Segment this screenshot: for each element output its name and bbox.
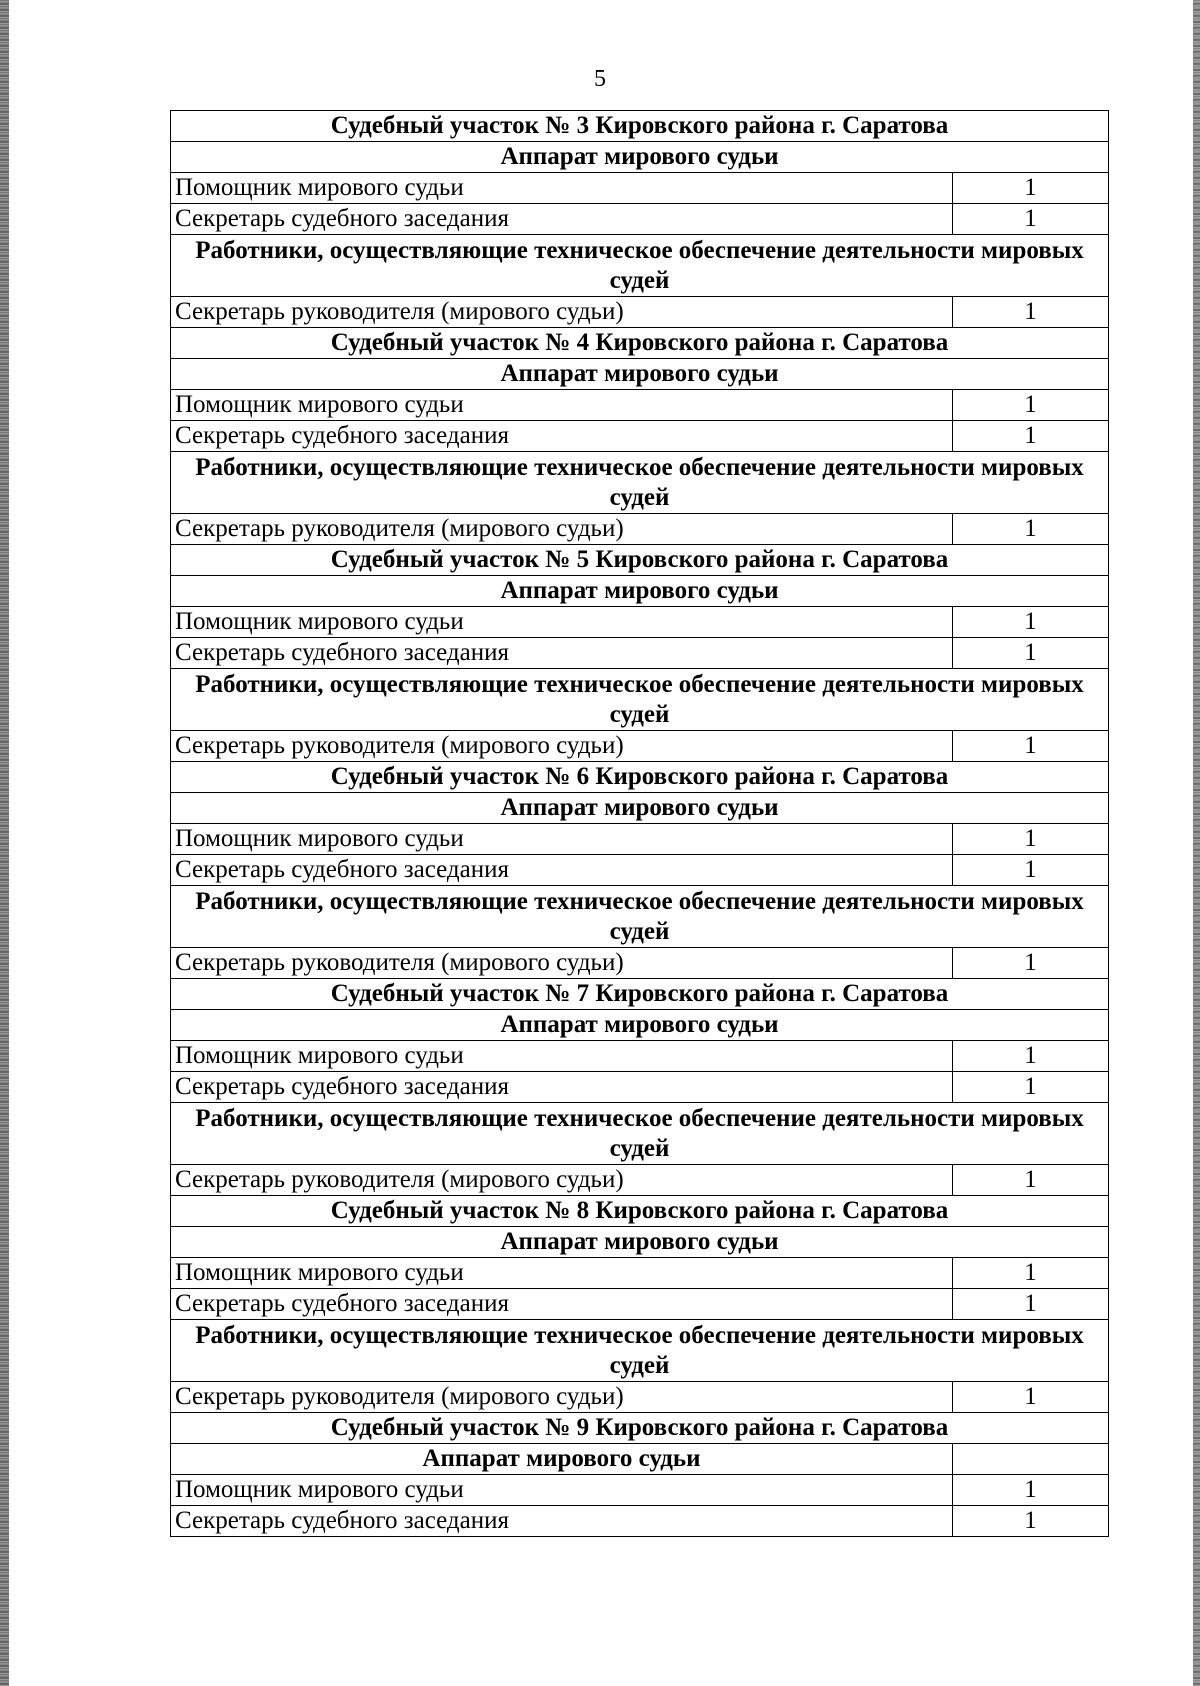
subsection-header-row (171, 235, 1109, 297)
position-name: Помощник мирового судьи (171, 390, 953, 421)
position-count: 1 (953, 731, 1109, 762)
section-header-row (171, 545, 1109, 576)
position-count: 1 (953, 1072, 1109, 1103)
table-row (171, 1041, 1109, 1072)
position-count: 1 (953, 1382, 1109, 1413)
section-header-row (171, 762, 1109, 793)
scan-edge-left (0, 0, 9, 1686)
table-row (171, 297, 1109, 328)
position-count: 1 (953, 607, 1109, 638)
table-row (171, 390, 1109, 421)
position-count: 1 (953, 1258, 1109, 1289)
subsection-header: Работники, осуществляющие техническое обеспечение деятельности мировых судей (171, 1103, 1109, 1165)
section-header-row (171, 328, 1109, 359)
subsection-header-row (171, 669, 1109, 731)
position-name: Секретарь руководителя (мирового судьи) (171, 731, 953, 762)
staff-table-body (171, 111, 1109, 1537)
table-row (171, 855, 1109, 886)
position-count: 1 (953, 297, 1109, 328)
section-header: Судебный участок № 9 Кировского района г. Саратова (171, 1413, 1109, 1444)
section-header-row (171, 1196, 1109, 1227)
position-name: Помощник мирового судьи (171, 1258, 953, 1289)
position-count: 1 (953, 1506, 1109, 1537)
position-name: Секретарь судебного заседания (171, 855, 953, 886)
scan-edge-right (1193, 0, 1200, 1686)
table-row (171, 1258, 1109, 1289)
section-header-row (171, 359, 1109, 390)
position-name: Секретарь судебного заседания (171, 1506, 953, 1537)
position-count: 1 (953, 824, 1109, 855)
section-header: Аппарат мирового судьи (171, 1010, 1109, 1041)
subsection-header: Работники, осуществляющие техническое обеспечение деятельности мировых судей (171, 669, 1109, 731)
section-header: Судебный участок № 7 Кировского района г. Саратова (171, 979, 1109, 1010)
position-name: Секретарь руководителя (мирового судьи) (171, 1165, 953, 1196)
position-count: 1 (953, 514, 1109, 545)
table-row (171, 638, 1109, 669)
table-row (171, 731, 1109, 762)
subsection-header: Работники, осуществляющие техническое обеспечение деятельности мировых судей (171, 886, 1109, 948)
position-name: Помощник мирового судьи (171, 173, 953, 204)
position-count: 1 (953, 1289, 1109, 1320)
position-name: Секретарь судебного заседания (171, 1072, 953, 1103)
position-name: Помощник мирового судьи (171, 824, 953, 855)
position-count: 1 (953, 390, 1109, 421)
table-row (171, 1475, 1109, 1506)
table-row (171, 1165, 1109, 1196)
subsection-header-row (171, 886, 1109, 948)
subsection-header-row (171, 1103, 1109, 1165)
position-count: 1 (953, 421, 1109, 452)
section-header: Аппарат мирового судьи (171, 576, 1109, 607)
position-name: Помощник мирового судьи (171, 607, 953, 638)
position-count: 1 (953, 948, 1109, 979)
position-count: 1 (953, 173, 1109, 204)
position-name: Секретарь руководителя (мирового судьи) (171, 514, 953, 545)
section-header: Аппарат мирового судьи (171, 1444, 953, 1475)
table-row (171, 1289, 1109, 1320)
position-count: 1 (953, 1165, 1109, 1196)
table-row (171, 421, 1109, 452)
table-row (171, 204, 1109, 235)
empty-count-cell (953, 1444, 1109, 1475)
position-name: Секретарь руководителя (мирового судьи) (171, 1382, 953, 1413)
position-name: Секретарь руководителя (мирового судьи) (171, 948, 953, 979)
table-row (171, 824, 1109, 855)
section-header: Аппарат мирового судьи (171, 1227, 1109, 1258)
position-count: 1 (953, 855, 1109, 886)
position-count: 1 (953, 1041, 1109, 1072)
table-row (171, 1072, 1109, 1103)
table-row (171, 948, 1109, 979)
section-header-row (171, 111, 1109, 142)
section-header-row (171, 793, 1109, 824)
table-row (171, 1506, 1109, 1537)
position-name: Секретарь судебного заседания (171, 1289, 953, 1320)
position-name: Помощник мирового судьи (171, 1475, 953, 1506)
section-header-row (171, 1227, 1109, 1258)
position-name: Секретарь судебного заседания (171, 204, 953, 235)
section-header: Судебный участок № 5 Кировского района г. Саратова (171, 545, 1109, 576)
section-header-row (171, 576, 1109, 607)
position-count: 1 (953, 204, 1109, 235)
subsection-header-row (171, 452, 1109, 514)
position-count: 1 (953, 638, 1109, 669)
subsection-header: Работники, осуществляющие техническое обеспечение деятельности мировых судей (171, 452, 1109, 514)
subsection-header: Работники, осуществляющие техническое обеспечение деятельности мировых судей (171, 235, 1109, 297)
section-header-row (171, 142, 1109, 173)
section-header: Аппарат мирового судьи (171, 142, 1109, 173)
table-row (171, 1382, 1109, 1413)
section-header: Аппарат мирового судьи (171, 359, 1109, 390)
section-header-row (171, 1444, 1109, 1475)
table-row (171, 173, 1109, 204)
table-row (171, 607, 1109, 638)
section-header: Судебный участок № 8 Кировского района г. Саратова (171, 1196, 1109, 1227)
section-header-row (171, 1413, 1109, 1444)
subsection-header: Работники, осуществляющие техническое обеспечение деятельности мировых судей (171, 1320, 1109, 1382)
section-header: Аппарат мирового судьи (171, 793, 1109, 824)
position-name: Помощник мирового судьи (171, 1041, 953, 1072)
position-name: Секретарь судебного заседания (171, 421, 953, 452)
table-row (171, 514, 1109, 545)
section-header: Судебный участок № 3 Кировского района г. Саратова (171, 111, 1109, 142)
position-name: Секретарь судебного заседания (171, 638, 953, 669)
section-header: Судебный участок № 6 Кировского района г. Саратова (171, 762, 1109, 793)
page-number: 5 (594, 66, 606, 92)
staff-table (170, 110, 1109, 1537)
position-name: Секретарь руководителя (мирового судьи) (171, 297, 953, 328)
section-header-row (171, 1010, 1109, 1041)
position-count: 1 (953, 1475, 1109, 1506)
subsection-header-row (171, 1320, 1109, 1382)
section-header-row (171, 979, 1109, 1010)
section-header: Судебный участок № 4 Кировского района г. Саратова (171, 328, 1109, 359)
